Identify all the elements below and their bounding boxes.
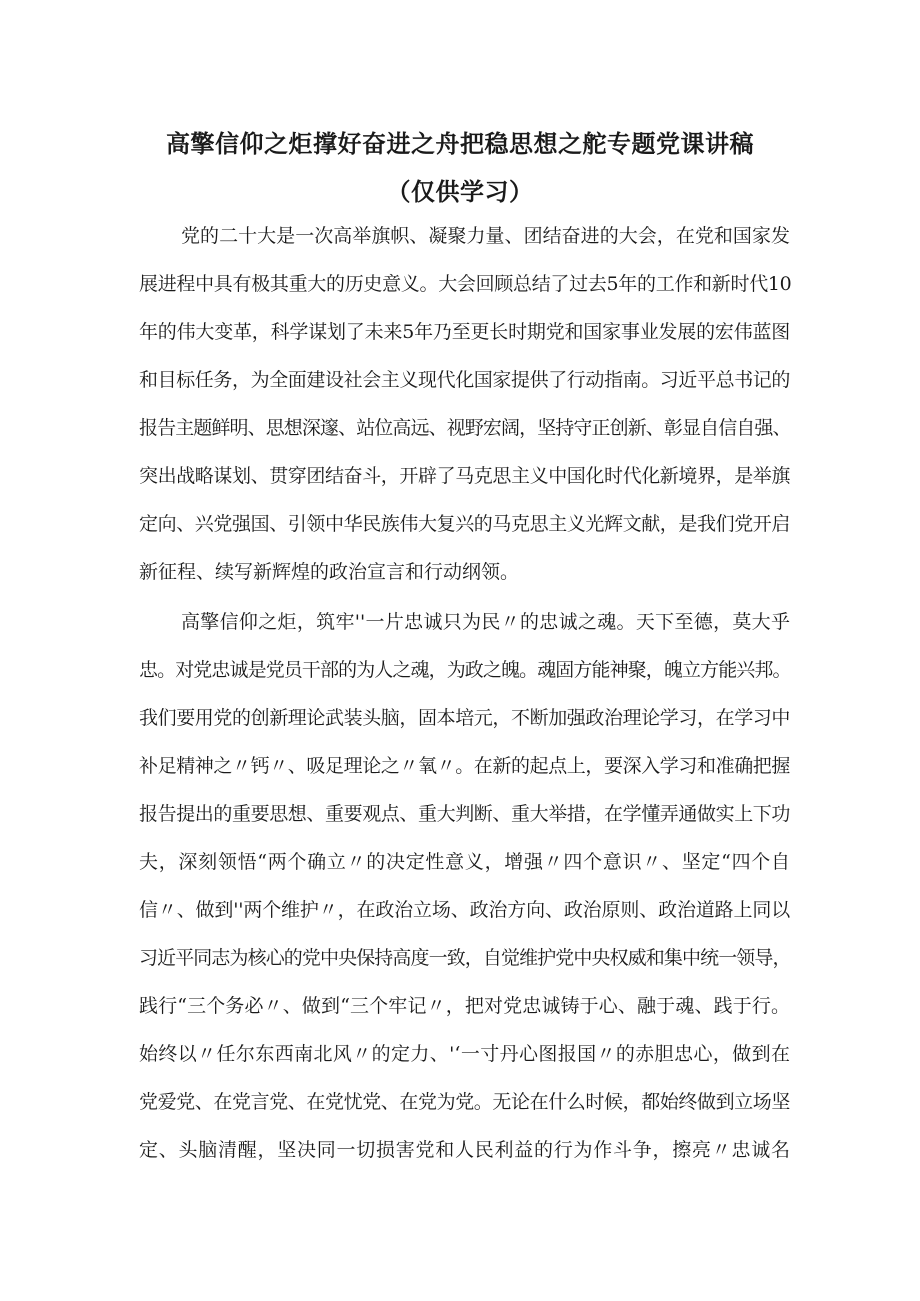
- paragraph-line: 信〃、做到''两个维护〃，在政治立场、政治方向、政治原则、政治道路上同以: [139, 899, 790, 921]
- paragraph-line: 年的伟大变革，科学谋划了未来5年乃至更长时期党和国家事业发展的宏伟蓝图: [139, 321, 791, 343]
- paragraph-line: 报告主题鲜明、思想深邃、站位高远、视野宏阔，坚持守正创新、彰显自信自强、: [139, 417, 791, 439]
- paragraph-line: 我们要用党的创新理论武装头脑，固本培元，不断加强政治理论学习，在学习中: [139, 707, 791, 729]
- paragraph-line: 党的二十大是一次高举旗帜、凝聚力量、团结奋进的大会，在党和国家发: [181, 225, 790, 247]
- paragraph-line: 和目标任务，为全面建设社会主义现代化国家提供了行动指南。习近平总书记的: [139, 369, 791, 391]
- paragraph-line: 定、头脑清醒，坚决同一切损害党和人民利益的行为作斗争，擦亮〃忠诚名: [139, 1139, 790, 1161]
- paragraph-line: 突出战略谋划、贯穿团结奋斗，开辟了马克思主义中国化时代化新境界，是举旗: [139, 465, 791, 487]
- paragraph-line: 定向、兴党强国、引领中华民族伟大复兴的马克思主义光辉文献，是我们党开启: [139, 513, 791, 535]
- document-subtitle: （仅供学习）: [386, 178, 534, 206]
- paragraph-line: 忠。对党忠诚是党员干部的为人之魂，为政之魄。魂固方能神聚，魄立方能兴邦。: [139, 659, 791, 681]
- paragraph-line: 新征程、续写新辉煌的政治宣言和行动纲领。: [139, 561, 520, 583]
- paragraph-line: 习近平同志为核心的党中央保持高度一致，自觉维护党中央权威和集中统一领导，: [139, 947, 791, 969]
- paragraph-line: 高擎信仰之炬，筑牢''一片忠诚只为民〃的忠诚之魂。天下至德，莫大乎: [181, 611, 790, 633]
- paragraph-line: 始终以〃任尔东西南北风〃的定力、'‘一寸丹心图报国〃的赤胆忠心，做到在: [139, 1043, 790, 1065]
- paragraph-line: 夫，深刻领悟“两个确立〃的决定性意义，增强〃四个意识〃、坚定“四个自: [139, 851, 790, 873]
- paragraph-line: 补足精神之〃钙〃、吸足理论之〃氧〃。在新的起点上，要深入学习和准确把握: [139, 755, 791, 777]
- paragraph-line: 践行“三个务必〃、做到“三个牢记〃，把对党忠诚铸于心、融于魂、践于行。: [139, 995, 790, 1017]
- paragraph-line: 党爱党、在党言党、在党忧党、在党为党。无论在什么时候，都始终做到立场坚: [139, 1091, 791, 1113]
- paragraph-line: 报告提出的重要思想、重要观点、重大判断、重大举措，在学懂弄通做实上下功: [139, 803, 791, 825]
- paragraph-line: 展进程中具有极其重大的历史意义。大会回顾总结了过去5年的工作和新时代10: [139, 273, 792, 295]
- document-title: 高擎信仰之炬撑好奋进之舟把稳思想之舵专题党课讲稿: [166, 130, 754, 158]
